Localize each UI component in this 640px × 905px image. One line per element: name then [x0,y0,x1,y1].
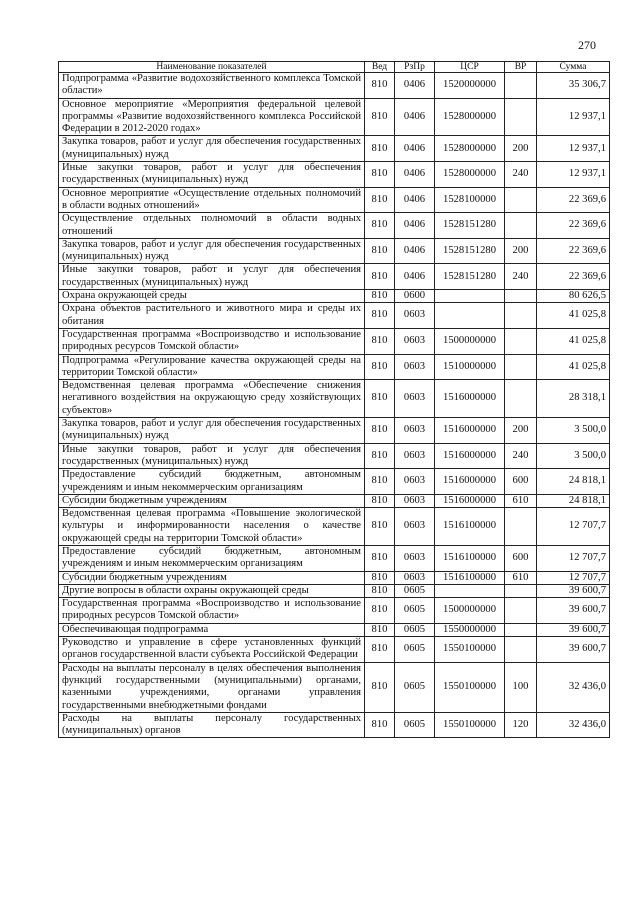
cell-sum: 12 707,7 [537,508,610,546]
cell-csr: 1520000000 [435,73,505,99]
cell-vr: 240 [505,162,537,188]
cell-sum: 39 600,7 [537,584,610,597]
cell-rzpr: 0406 [395,238,435,264]
cell-name: Иные закупки товаров, работ и услуг для обеспечения государственных (муниципальных) нужд [59,443,365,469]
cell-name: Закупка товаров, работ и услуг для обеспечения государственных (муниципальных) нужд [59,418,365,444]
cell-vr: 200 [505,418,537,444]
cell-sum: 3 500,0 [537,443,610,469]
cell-csr: 1516000000 [435,469,505,495]
cell-ved: 810 [365,380,395,418]
cell-sum: 39 600,7 [537,637,610,663]
cell-vr [505,290,537,303]
cell-csr: 1528151280 [435,264,505,290]
cell-ved: 810 [365,571,395,584]
cell-rzpr: 0406 [395,73,435,99]
cell-sum: 22 369,6 [537,238,610,264]
cell-ved: 810 [365,712,395,738]
cell-vr: 200 [505,136,537,162]
cell-csr: 1550100000 [435,712,505,738]
table-row [59,162,610,188]
table-header-row [59,62,610,73]
header-vr: ВР [505,62,537,73]
table-row [59,187,610,213]
cell-vr [505,637,537,663]
cell-csr: 1516100000 [435,571,505,584]
cell-ved: 810 [365,662,395,712]
cell-name: Расходы на выплаты персоналу государственных (муниципальных) органов [59,712,365,738]
table-row [59,418,610,444]
cell-name: Государственная программа «Воспроизводство и использование природных ресурсов Томской области» [59,598,365,624]
cell-name: Расходы на выплаты персоналу в целях обеспечения выполнения функций государственными (муниципальными) органами, казенными учреждениями, органами управления государственными внебюджетными фондами [59,662,365,712]
cell-name: Субсидии бюджетным учреждениям [59,494,365,507]
cell-vr [505,98,537,136]
cell-rzpr: 0603 [395,545,435,571]
cell-sum: 28 318,1 [537,380,610,418]
table-row [59,712,610,738]
cell-name: Обеспечивающая подпрограмма [59,623,365,636]
table-row [59,571,610,584]
cell-vr [505,584,537,597]
table-row [59,623,610,636]
cell-ved: 810 [365,584,395,597]
cell-csr [435,290,505,303]
table-row [59,443,610,469]
cell-csr: 1510000000 [435,354,505,380]
cell-ved: 810 [365,328,395,354]
cell-name: Ведомственная целевая программа «Обеспечение снижения негативного воздействия на окружающую среду хозяйствующих субъектов» [59,380,365,418]
cell-name: Ведомственная целевая программа «Повышение экологической культуры и информированности населения о качестве окружающей среды на территории Томской области» [59,508,365,546]
cell-vr [505,303,537,329]
cell-sum: 80 626,5 [537,290,610,303]
cell-ved: 810 [365,354,395,380]
cell-name: Руководство и управление в сфере установленных функций органов государственной власти субъекта Российской Федерации [59,637,365,663]
cell-sum: 35 306,7 [537,73,610,99]
table-row [59,662,610,712]
cell-sum: 12 937,1 [537,162,610,188]
table-row [59,136,610,162]
cell-vr [505,380,537,418]
cell-ved: 810 [365,238,395,264]
cell-name: Предоставление субсидий бюджетным, автономным учреждениям и иным некоммерческим организациям [59,469,365,495]
table-row [59,238,610,264]
cell-sum: 39 600,7 [537,598,610,624]
cell-csr: 1528000000 [435,162,505,188]
header-rzpr: РзПр [395,62,435,73]
cell-csr: 1516000000 [435,380,505,418]
page-number: 270 [578,38,596,52]
cell-name: Государственная программа «Воспроизводство и использование природных ресурсов Томской области» [59,328,365,354]
cell-sum: 41 025,8 [537,328,610,354]
cell-sum: 41 025,8 [537,354,610,380]
cell-csr: 1528000000 [435,136,505,162]
cell-ved: 810 [365,545,395,571]
cell-csr: 1550100000 [435,662,505,712]
cell-rzpr: 0605 [395,712,435,738]
cell-csr: 1500000000 [435,598,505,624]
cell-name: Основное мероприятие «Осуществление отдельных полномочий в области водных отношений» [59,187,365,213]
cell-name: Закупка товаров, работ и услуг для обеспечения государственных (муниципальных) нужд [59,136,365,162]
cell-vr: 240 [505,443,537,469]
cell-name: Другие вопросы в области охраны окружающей среды [59,584,365,597]
cell-vr [505,73,537,99]
cell-csr: 1516000000 [435,418,505,444]
cell-name: Охрана окружающей среды [59,290,365,303]
cell-sum: 22 369,6 [537,187,610,213]
cell-name: Основное мероприятие «Мероприятия федеральной целевой программы «Развитие водохозяйственного комплекса Российской Федерации в 2012-2020 годах» [59,98,365,136]
table-row [59,73,610,99]
cell-ved: 810 [365,136,395,162]
cell-sum: 32 436,0 [537,712,610,738]
cell-csr: 1500000000 [435,328,505,354]
cell-csr [435,584,505,597]
cell-vr: 600 [505,469,537,495]
cell-rzpr: 0603 [395,328,435,354]
cell-rzpr: 0603 [395,380,435,418]
cell-csr: 1528151280 [435,213,505,239]
cell-sum: 12 937,1 [537,98,610,136]
cell-vr [505,598,537,624]
cell-sum: 22 369,6 [537,264,610,290]
cell-rzpr: 0406 [395,162,435,188]
cell-vr: 610 [505,494,537,507]
cell-name: Подпрограмма «Развитие водохозяйственного комплекса Томской области» [59,73,365,99]
cell-rzpr: 0603 [395,354,435,380]
table-row [59,494,610,507]
table-row [59,380,610,418]
table-row [59,508,610,546]
cell-vr [505,623,537,636]
cell-rzpr: 0406 [395,98,435,136]
cell-sum: 24 818,1 [537,494,610,507]
cell-ved: 810 [365,290,395,303]
cell-csr: 1528000000 [435,98,505,136]
header-ved: Вед [365,62,395,73]
cell-csr: 1516100000 [435,545,505,571]
cell-rzpr: 0603 [395,571,435,584]
cell-rzpr: 0603 [395,443,435,469]
cell-vr: 100 [505,662,537,712]
cell-ved: 810 [365,98,395,136]
cell-sum: 39 600,7 [537,623,610,636]
table-row [59,328,610,354]
cell-rzpr: 0605 [395,637,435,663]
cell-ved: 810 [365,213,395,239]
cell-vr [505,187,537,213]
cell-vr: 120 [505,712,537,738]
cell-csr: 1516100000 [435,508,505,546]
cell-name: Охрана объектов растительного и животного мира и среды их обитания [59,303,365,329]
cell-sum: 12 707,7 [537,545,610,571]
table-row [59,213,610,239]
cell-vr: 200 [505,238,537,264]
table-row [59,469,610,495]
table-row [59,98,610,136]
cell-ved: 810 [365,303,395,329]
table-body [59,73,610,738]
cell-rzpr: 0600 [395,290,435,303]
header-sum: Сумма [537,62,610,73]
cell-sum: 32 436,0 [537,662,610,712]
cell-vr: 610 [505,571,537,584]
table-row [59,354,610,380]
header-csr: ЦСР [435,62,505,73]
cell-csr: 1516000000 [435,443,505,469]
table-row [59,545,610,571]
cell-csr: 1550100000 [435,637,505,663]
cell-sum: 24 818,1 [537,469,610,495]
cell-sum: 12 937,1 [537,136,610,162]
cell-ved: 810 [365,73,395,99]
table-row [59,584,610,597]
cell-name: Подпрограмма «Регулирование качества окружающей среды на территории Томской области» [59,354,365,380]
cell-rzpr: 0603 [395,508,435,546]
cell-rzpr: 0605 [395,584,435,597]
cell-ved: 810 [365,418,395,444]
table-row [59,303,610,329]
cell-rzpr: 0605 [395,598,435,624]
cell-rzpr: 0603 [395,494,435,507]
cell-name: Иные закупки товаров, работ и услуг для обеспечения государственных (муниципальных) нужд [59,264,365,290]
cell-vr [505,213,537,239]
cell-rzpr: 0406 [395,187,435,213]
cell-name: Предоставление субсидий бюджетным, автономным учреждениям и иным некоммерческим организациям [59,545,365,571]
budget-table [58,61,610,738]
cell-vr [505,328,537,354]
cell-sum: 3 500,0 [537,418,610,444]
cell-rzpr: 0406 [395,264,435,290]
cell-sum: 41 025,8 [537,303,610,329]
cell-csr: 1516000000 [435,494,505,507]
cell-ved: 810 [365,598,395,624]
table-row [59,598,610,624]
cell-ved: 810 [365,187,395,213]
cell-rzpr: 0603 [395,469,435,495]
header-name: Наименование показателей [59,62,365,73]
table-row [59,290,610,303]
cell-rzpr: 0406 [395,136,435,162]
cell-vr: 240 [505,264,537,290]
table-row [59,637,610,663]
cell-ved: 810 [365,264,395,290]
cell-csr: 1528100000 [435,187,505,213]
cell-rzpr: 0605 [395,662,435,712]
cell-sum: 12 707,7 [537,571,610,584]
cell-ved: 810 [365,637,395,663]
cell-vr: 600 [505,545,537,571]
cell-vr [505,354,537,380]
cell-rzpr: 0603 [395,418,435,444]
cell-rzpr: 0406 [395,213,435,239]
cell-name: Иные закупки товаров, работ и услуг для обеспечения государственных (муниципальных) нужд [59,162,365,188]
cell-name: Осуществление отдельных полномочий в области водных отношений [59,213,365,239]
cell-csr [435,303,505,329]
cell-rzpr: 0603 [395,303,435,329]
cell-ved: 810 [365,623,395,636]
cell-csr: 1550000000 [435,623,505,636]
table-row [59,264,610,290]
cell-name: Закупка товаров, работ и услуг для обеспечения государственных (муниципальных) нужд [59,238,365,264]
cell-ved: 810 [365,508,395,546]
cell-sum: 22 369,6 [537,213,610,239]
cell-name: Субсидии бюджетным учреждениям [59,571,365,584]
cell-rzpr: 0605 [395,623,435,636]
cell-ved: 810 [365,494,395,507]
cell-ved: 810 [365,469,395,495]
cell-ved: 810 [365,443,395,469]
cell-csr: 1528151280 [435,238,505,264]
cell-ved: 810 [365,162,395,188]
cell-vr [505,508,537,546]
